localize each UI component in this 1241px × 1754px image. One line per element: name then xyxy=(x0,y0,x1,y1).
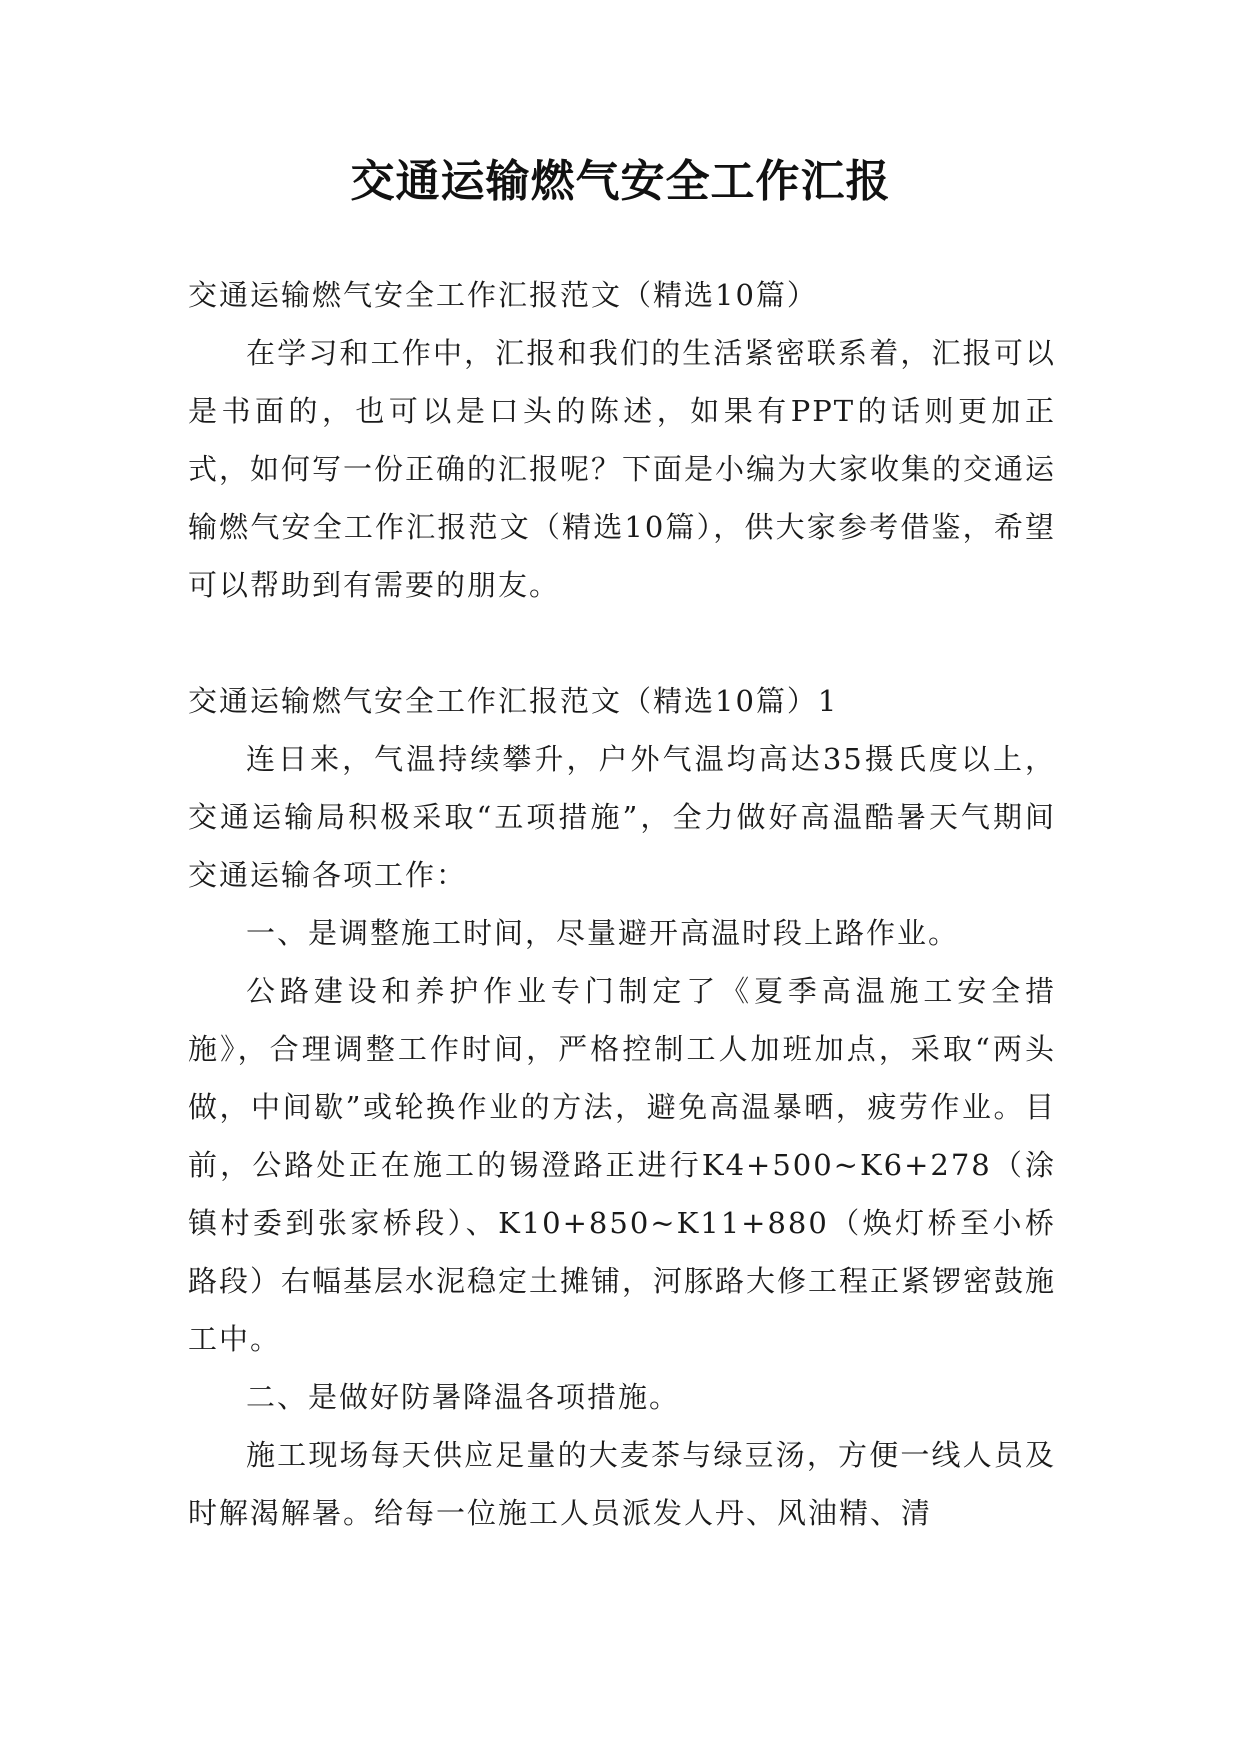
document-subtitle: 交通运输燃气安全工作汇报范文（精选10篇） xyxy=(188,278,818,312)
body-paragraph: 连日来，气温持续攀升，户外气温均高达35摄氏度以上，交通运输局积极采取“五项措施”，全力做好高温酷暑天气期间交通运输各项工作： xyxy=(188,742,1056,892)
section-spacer xyxy=(188,614,1056,672)
section-heading: 交通运输燃气安全工作汇报范文（精选10篇）1 xyxy=(188,684,839,718)
body-paragraph: 一、是调整施工时间，尽量避开高温时段上路作业。 xyxy=(246,916,960,950)
document-body xyxy=(188,266,1056,1542)
intro-paragraph: 在学习和工作中，汇报和我们的生活紧密联系着，汇报可以是书面的，也可以是口头的陈述，如果有PPT的话则更加正式，如何写一份正确的汇报呢？下面是小编为大家收集的交通运输燃气安全工作汇报范文（精选10篇），供大家参考借鉴，希望可以帮助到有需要的朋友。 xyxy=(188,336,1057,602)
body-paragraph: 二、是做好防暑降温各项措施。 xyxy=(246,1380,681,1414)
body-paragraph: 施工现场每天供应足量的大麦茶与绿豆汤，方便一线人员及时解渴解暑。给每一位施工人员派发人丹、风油精、清 xyxy=(188,1438,1056,1530)
body-paragraph: 公路建设和养护作业专门制定了《夏季高温施工安全措施》，合理调整工作时间，严格控制工人加班加点，采取“两头做，中间歇”或轮换作业的方法，避免高温暴晒，疲劳作业。目前，公路处正在施工的锡澄路正进行K4+500~K6+278（涂镇村委到张家桥段）、K10+850~K11+880（焕灯桥至小桥路段）右幅基层水泥稳定土摊铺，河豚路大修工程正紧锣密鼓施工中。 xyxy=(188,974,1057,1356)
document-title: 交通运输燃气安全工作汇报 xyxy=(350,156,891,207)
